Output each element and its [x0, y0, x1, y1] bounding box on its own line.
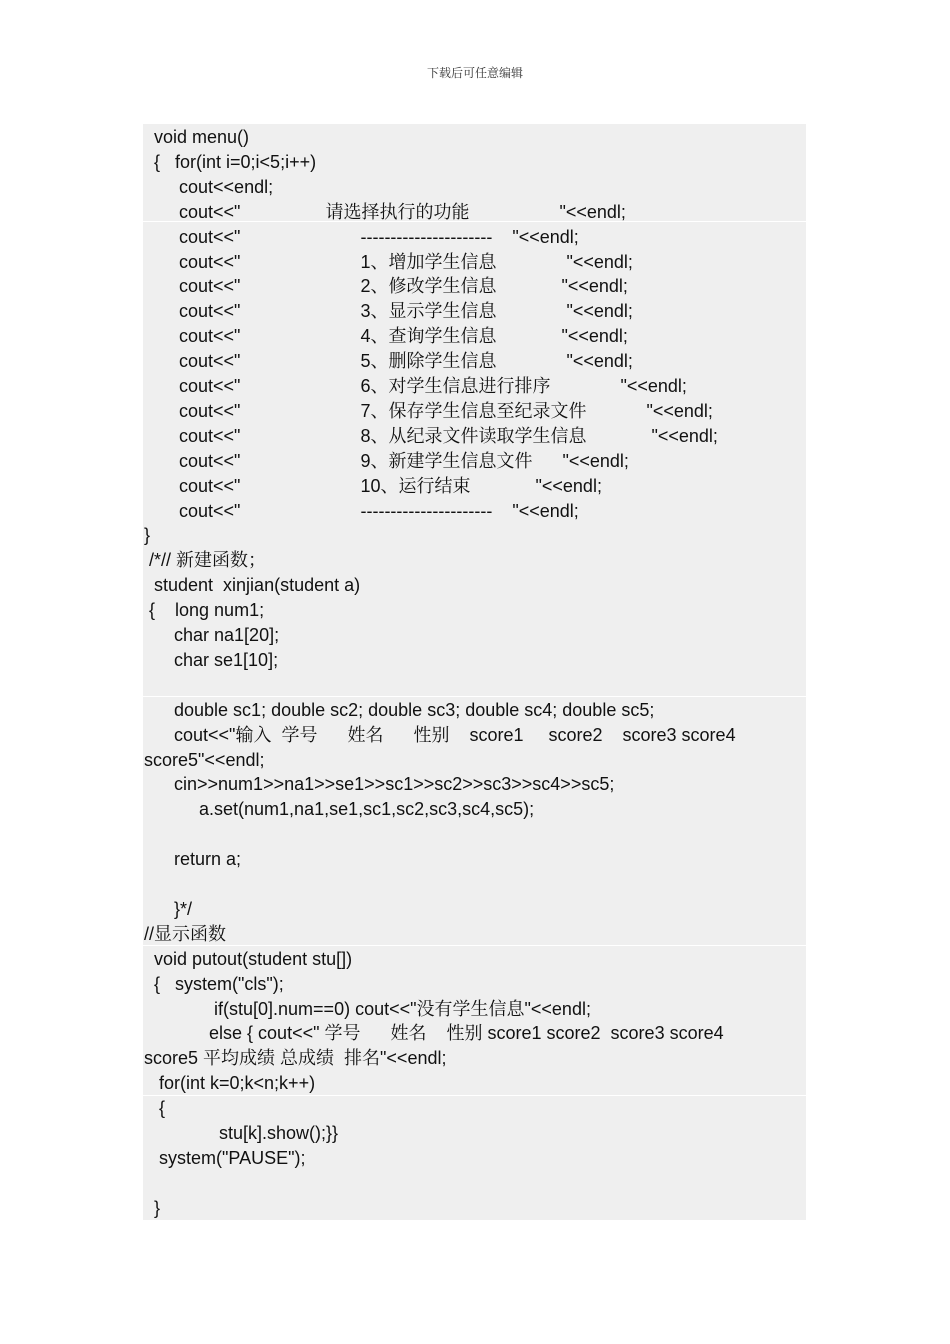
page-header: 下载后可任意编辑 — [426, 66, 523, 80]
code-line: else { cout<<" 学号 姓名 性别 score1 score2 score3 score4 — [144, 1023, 724, 1044]
code-line: char na1[20]; — [144, 625, 280, 645]
code-line: cout<<"输入 学号 姓名 性别 score1 score2 score3 score4 — [144, 724, 736, 745]
code-line: void putout(student stu[]) — [144, 948, 353, 969]
code-line: score5 平均成绩 总成绩 排名"<<endl; — [144, 1048, 447, 1069]
code-line: cout<<" ---------------------- "<<endl; — [144, 226, 579, 247]
code-line: { for(int i=0;i<5;i++) — [144, 151, 317, 172]
code-line: cout<<" 6、对学生信息进行排序 "<<endl; — [144, 376, 687, 396]
code-line: } — [144, 525, 151, 546]
code-line: double sc1; double sc2; double sc3; double sc4; double sc5; — [144, 699, 655, 720]
code-line: } — [144, 1197, 161, 1218]
code-line: for(int k=0;k<n;k++) — [144, 1073, 316, 1094]
code-line: void menu() — [144, 127, 250, 147]
code-line: }*/ — [144, 898, 193, 919]
code-line: { system("cls"); — [144, 973, 284, 994]
code-line: student xinjian(student a) — [144, 575, 361, 596]
code-line: return a; — [144, 849, 242, 870]
code-line: system("PAUSE"); — [144, 1147, 306, 1168]
code-line: a.set(num1,na1,se1,sc1,sc2,sc3,sc4,sc5); — [144, 799, 535, 820]
code-line: cout<<" 请选择执行的功能 "<<endl; — [144, 201, 626, 222]
code-line: cout<<" 3、显示学生信息 "<<endl; — [144, 301, 633, 322]
code-line: cout<<endl; — [144, 176, 274, 197]
code-line: cout<<" 2、修改学生信息 "<<endl; — [144, 276, 628, 297]
code-line: cout<<" 10、运行结束 "<<endl; — [144, 475, 602, 496]
code-line: { long num1; — [144, 600, 265, 621]
code-line: /*// 新建函数； — [144, 550, 267, 571]
code-line: if(stu[0].num==0) cout<<"没有学生信息"<<endl; — [144, 998, 591, 1019]
code-line: cout<<" 8、从纪录文件读取学生信息 "<<endl; — [144, 425, 718, 446]
code-line: cout<<" 9、新建学生信息文件 "<<endl; — [144, 450, 629, 471]
code-line: //显示函数 — [144, 923, 227, 944]
code-line: cout<<" 5、删除学生信息 "<<endl; — [144, 351, 633, 372]
code-line: { — [144, 1098, 166, 1119]
code-line: stu[k].show();}} — [144, 1123, 339, 1143]
code-line: cout<<" ---------------------- "<<endl; — [144, 500, 579, 521]
code-line: score5"<<endl; — [144, 749, 265, 770]
code-line: cout<<" 7、保存学生信息至纪录文件 "<<endl; — [144, 400, 713, 421]
code-line: cout<<" 1、增加学生信息 "<<endl; — [144, 251, 633, 272]
code-line: char se1[10]; — [144, 649, 279, 670]
code-line: cin>>num1>>na1>>se1>>sc1>>sc2>>sc3>>sc4>>sc5; — [144, 774, 615, 795]
code-line: cout<<" 4、查询学生信息 "<<endl; — [144, 326, 628, 347]
